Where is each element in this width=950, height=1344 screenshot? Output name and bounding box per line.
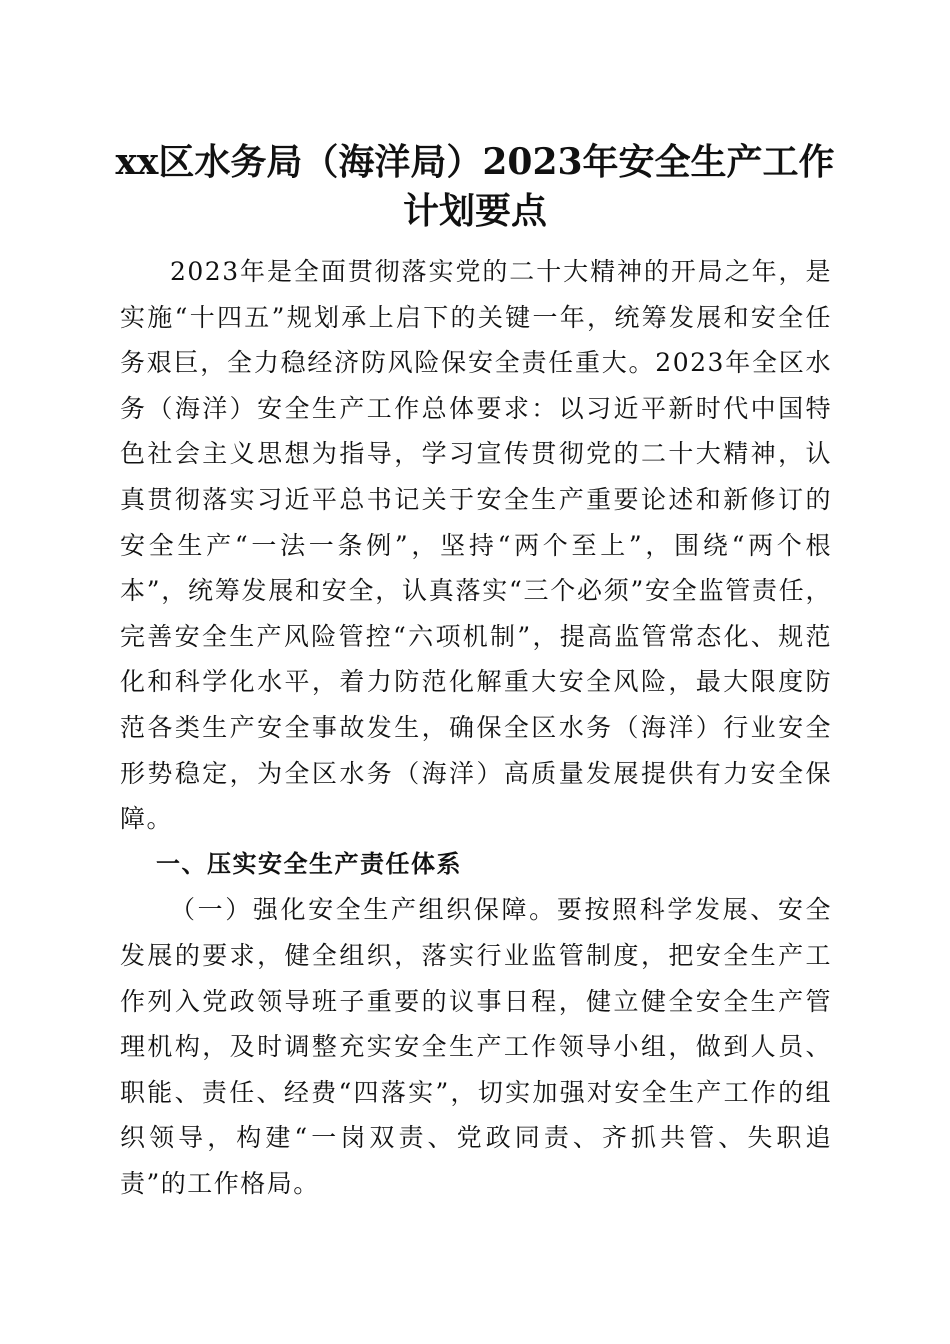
section-1-item-1 <box>120 887 832 1206</box>
section-1-item-1-heading: （一）强化安全生产组织保障。 <box>170 895 557 925</box>
document-body <box>120 249 832 1206</box>
section-1-item-1-text: 要按照科学发展、安全发展的要求，健全组织，落实行业监管制度，把安全生产工作列入党政领导班子重要的议事日程，健立健全安全生产管理机构，及时调整充实安全生产工作领导小组，做到人员、职能、责任、经费“四落实”，切实加强对安全生产工作的组织领导，构建“一岗双责、党政同责、齐抓共管、失职追责”的工作格局。 <box>120 895 832 1198</box>
intro-paragraph: 2023年是全面贯彻落实党的二十大精神的开局之年，是实施“十四五”规划承上启下的关键一年，统筹发展和安全任务艰巨，全力稳经济防风险保安全责任重大。2023年全区水务（海洋）安全生产工作总体要求：以习近平新时代中国特色社会主义思想为指导，学习宣传贯彻党的二十大精神，认真贯彻落实习近平总书记关于安全生产重要论述和新修订的安全生产“一法一条例”，坚持“两个至上”，围绕“两个根本”，统筹发展和安全，认真落实“三个必须”安全监管责任，完善安全生产风险管控“六项机制”，提高监管常态化、规范化和科学化水平，着力防范化解重大安全风险，最大限度防范各类生产安全事故发生，确保全区水务（海洋）行业安全形势稳定，为全区水务（海洋）高质量发展提供有力安全保障。 <box>120 257 832 834</box>
section-heading-1: 一、压实安全生产责任体系 <box>156 849 462 878</box>
document-title-line-2: 计划要点 <box>402 190 547 232</box>
document-title-line-1: xx区水务局（海洋局）2023年安全生产工作 <box>115 141 835 183</box>
